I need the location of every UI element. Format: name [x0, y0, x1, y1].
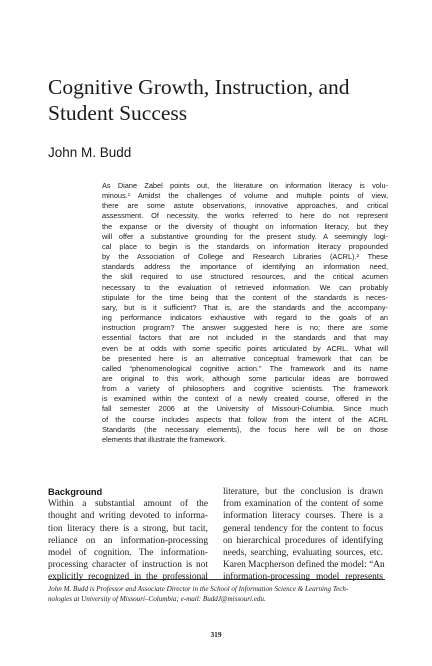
abstract-line: be presented here is an alternative conceptual framework that can be: [102, 353, 388, 363]
body-line: information literacy courses. There is a: [223, 511, 383, 522]
abstract-line: instruction program? The answer suggested here is no; there are some: [102, 323, 388, 333]
author-footnote: [48, 584, 385, 604]
footnote-line: John M. Budd is Professor and Associate Director in the School of Information Science & Learning Tech-: [48, 585, 349, 593]
abstract-line: assessment. Of necessity, the works referred to here do not represent: [102, 211, 388, 221]
abstract-line: essential factors that are not included in the standards and that may: [102, 333, 388, 343]
body-line: reliance on an information-processing: [48, 535, 208, 546]
abstract-line: cal place to begin is the standards on information literacy propounded: [102, 241, 388, 251]
page-number: 319: [210, 630, 222, 639]
article-title-line: Student Success: [48, 101, 188, 125]
body-column-left: [48, 486, 208, 584]
abstract-line: called “phenomenological cognitive action.” The framework and its name: [102, 363, 388, 373]
body-line: explicitly recognized in the professional: [48, 572, 208, 583]
abstract-line: Standards (the necessary elements), the focus here will be on those: [102, 424, 388, 434]
body-line: needs, searching, evaluating sources, etc.: [223, 548, 383, 559]
abstract-line: stipulate for the time being that the content of the standards is neces-: [102, 292, 388, 302]
body-line: from examination of the content of some: [223, 499, 383, 510]
abstract-line: elements that illustrate the framework.: [102, 434, 227, 444]
abstract-line: As Diane Zabel points out, the literature on information literacy is volu-: [102, 181, 388, 190]
abstract-line: sary, but is it sufficient? That is, are the standards and the accompany-: [102, 302, 388, 312]
abstract-line: fall semester 2006 at the University of Missouri-Columbia. Since much: [102, 404, 388, 414]
abstract-line: is examined within the context of a newly created course, offered in the: [102, 394, 388, 404]
abstract-line: are original to this work, although some particular ideas are borrowed: [102, 373, 388, 383]
abstract-line: the skill required to use structured resources, and the critical acumen: [102, 272, 388, 282]
body-line: Within a substantial amount of the: [48, 499, 208, 510]
article-title-line: Cognitive Growth, Instruction, and: [48, 75, 350, 99]
footnote-divider: [48, 579, 385, 580]
body-line: processing character of instruction is not: [48, 560, 208, 571]
body-line: general tendency for the content to focus: [223, 523, 383, 534]
body-line: literature, but the conclusion is drawn: [223, 487, 383, 497]
article-title: [48, 74, 388, 126]
abstract-line: minous.¹ Amidst the challenges of volume and multiple points of view,: [102, 191, 388, 201]
abstract: [102, 181, 388, 445]
abstract-line: the expanse or the diversity of thought on information literacy, but they: [102, 221, 388, 231]
abstract-line: from a variety of philosophers and cognitive scientists. The framework: [102, 384, 388, 394]
body-line: tion literacy there is a strong, but tacit,: [48, 523, 208, 534]
abstract-line: by the Association of College and Research Libraries (ACRL).² These: [102, 252, 388, 262]
footnote-line: nologies at University of Missouri–Columbia; e-mail: BuddJ@missouri.edu.: [48, 595, 266, 603]
abstract-line: necessary to the evaluation of retrieved information. We can probably: [102, 282, 388, 292]
abstract-line: even be at odds with some specific points articulated by ACRL. What will: [102, 343, 388, 353]
abstract-line: standards address the importance of identifying an information need,: [102, 262, 388, 272]
section-heading: Background: [48, 487, 103, 497]
body-line: on hierarchical procedures of identifying: [223, 535, 383, 546]
abstract-line: ing performance indicators exhaustive with regard to the goals of an: [102, 313, 388, 323]
abstract-line: of the course includes aspects that follow from the intent of the ACRL: [102, 414, 388, 424]
abstract-line: there are some astute observations, innovative approaches, and critical: [102, 201, 388, 211]
body-line: Karen Macpherson defined the model: “An: [223, 560, 385, 571]
author-name: John M. Budd: [48, 145, 132, 160]
abstract-line: will offer a substantive grounding for the present study. A seemingly logi-: [102, 231, 388, 241]
body-line: information-processing model represents: [223, 572, 383, 583]
body-column-right: [223, 486, 383, 584]
body-line: model of cognition. The information-: [48, 548, 208, 559]
body-line: thought and writing devoted to informa-: [48, 511, 208, 522]
